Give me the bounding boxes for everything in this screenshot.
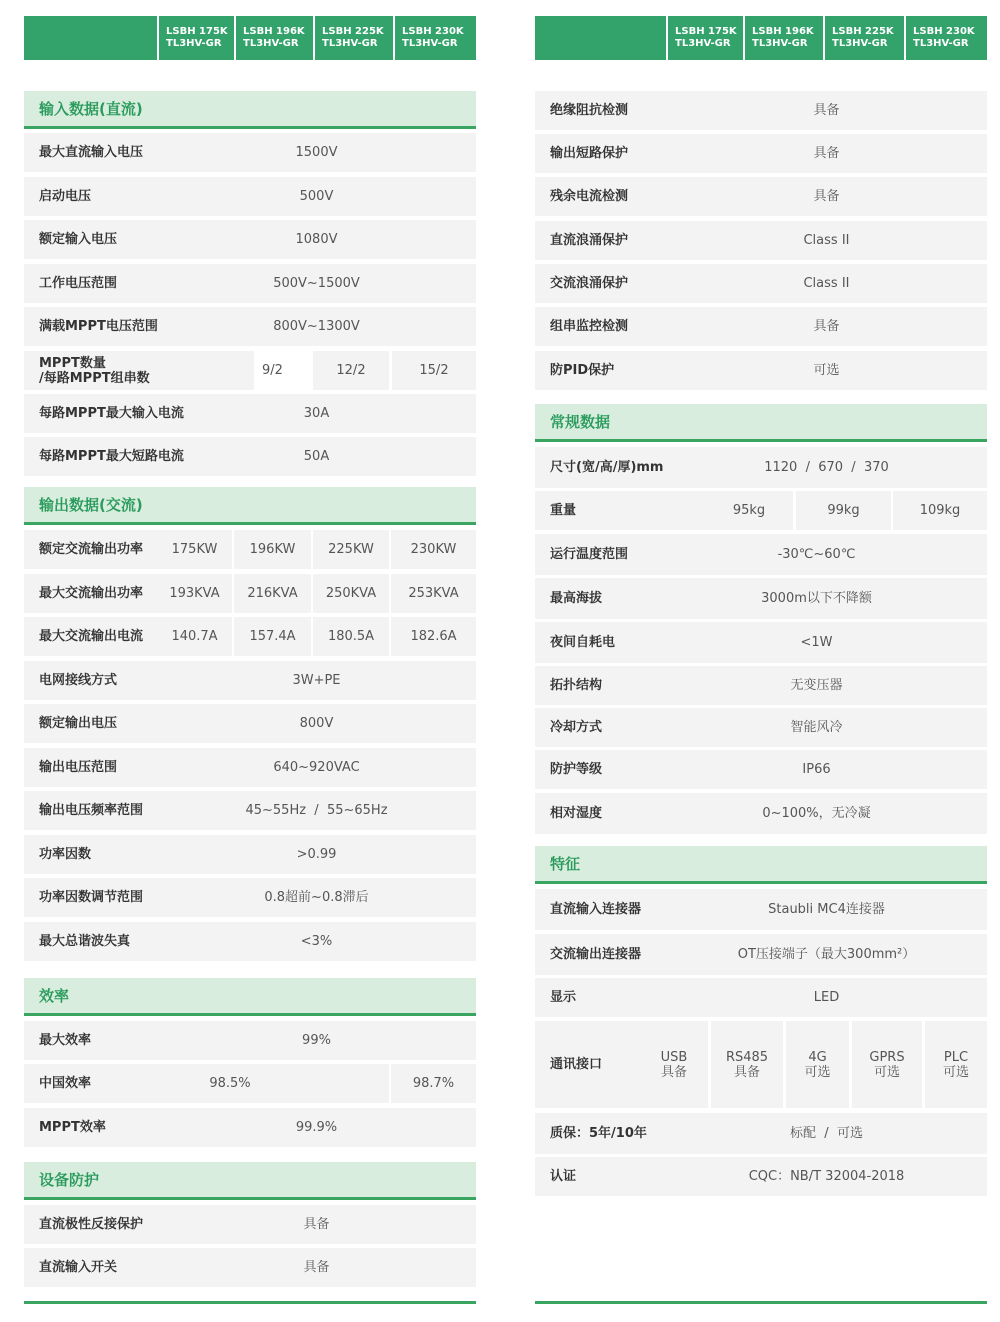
spec-value: Staubli MC4连接器 (768, 902, 885, 917)
spec-row (535, 534, 987, 575)
comm-name: PLC (943, 1049, 969, 1065)
spec-value: 标配 / 可选 (790, 1126, 863, 1141)
spec-row (24, 661, 476, 700)
spec-value: 193KVA (169, 586, 220, 601)
spec-label: 认证 (550, 1169, 577, 1184)
model-name: LSBH 230K (402, 26, 464, 37)
model-suffix: TL3HV-GR (402, 38, 458, 49)
spec-label: 质保：5年/10年 (550, 1126, 647, 1141)
spec-row (24, 574, 476, 613)
spec-label: 拓扑结构 (550, 678, 603, 693)
comm-name: RS485 (725, 1049, 769, 1065)
spec-value: 1120 / 670 / 370 (764, 460, 889, 475)
spec-row (535, 889, 987, 930)
spec-row (24, 1064, 476, 1103)
spec-row (24, 530, 476, 569)
spec-label: 功率因数 (39, 847, 92, 862)
spec-value: 3W+PE (292, 673, 341, 688)
spec-row (535, 307, 987, 346)
spec-label: 尺寸(宽/高/厚)mm (550, 460, 664, 475)
spec-label: 直流极性反接保护 (39, 1217, 144, 1232)
spec-label (39, 351, 150, 390)
model-suffix: TL3HV-GR (322, 38, 378, 49)
model-suffix: TL3HV-GR (752, 38, 808, 49)
spec-label: 电网接线方式 (39, 673, 118, 688)
comm-item (640, 1021, 708, 1108)
spec-label: 每路MPPT最大短路电流 (39, 449, 184, 464)
model-name: LSBH 225K (322, 26, 384, 37)
model-name: LSBH 230K (913, 26, 975, 37)
spec-row (535, 134, 987, 173)
right-table-header (535, 16, 987, 60)
model-suffix: TL3HV-GR (243, 38, 299, 49)
spec-value: CQC：NB/T 32004-2018 (748, 1169, 905, 1184)
spec-value: 30A (303, 406, 330, 421)
spec-label-line1: MPPT数量 (39, 355, 106, 371)
spec-value: <3% (300, 934, 333, 949)
spec-row (535, 351, 987, 390)
spec-value: OT压接端子（最大300mm²） (737, 947, 916, 962)
spec-label: 工作电压范围 (39, 276, 118, 291)
spec-value: 140.7A (171, 629, 218, 644)
spec-value: >0.99 (296, 847, 337, 862)
model-col-4 (904, 16, 987, 60)
spec-value: 可选 (813, 363, 840, 378)
spec-label: 中国效率 (39, 1076, 92, 1091)
model-name: LSBH 196K (752, 26, 814, 37)
spec-label: 防护等级 (550, 762, 603, 777)
spec-row (24, 617, 476, 656)
spec-value: 225KW (313, 530, 389, 569)
left-bottom-rule (24, 1301, 476, 1304)
spec-label: 输出电压频率范围 (39, 803, 144, 818)
spec-label: 交流浪涌保护 (550, 276, 629, 291)
spec-value: 95kg (732, 503, 766, 518)
spec-row (24, 1248, 476, 1287)
comm-name: GPRS (869, 1049, 905, 1065)
comm-item (925, 1021, 987, 1108)
model-suffix: TL3HV-GR (832, 38, 888, 49)
section-general: 常规数据 (535, 404, 987, 442)
spec-value: 0~100%，无冷凝 (762, 806, 871, 821)
spec-row (535, 221, 987, 260)
spec-value: 99kg (796, 491, 891, 530)
comm-status: 具备 (660, 1064, 687, 1080)
spec-label: MPPT效率 (39, 1120, 106, 1135)
spec-label: 组串监控检测 (550, 319, 629, 334)
spec-value: 智能风冷 (790, 720, 843, 735)
spec-row (24, 835, 476, 874)
section-features: 特征 (535, 846, 987, 884)
spec-value: 253KVA (391, 574, 476, 613)
spec-value: 具备 (813, 319, 840, 334)
spec-value: 196KW (234, 530, 311, 569)
spec-row (24, 1108, 476, 1147)
spec-label: 相对湿度 (550, 806, 603, 821)
model-col-3 (313, 16, 395, 60)
spec-value: 具备 (813, 103, 840, 118)
spec-label: 输出短路保护 (550, 146, 629, 161)
comm-status: 可选 (804, 1064, 831, 1080)
spec-label: 额定输入电压 (39, 232, 118, 247)
spec-value: LED (813, 990, 840, 1005)
spec-value: 640~920VAC (273, 760, 360, 775)
spec-value: 800V (299, 716, 334, 731)
spec-label: 直流输入连接器 (550, 902, 642, 917)
spec-label: 防PID保护 (550, 363, 615, 378)
spec-row (535, 666, 987, 705)
spec-value: 12/2 (313, 351, 389, 390)
spec-value: 45~55Hz / 55~65Hz (245, 803, 388, 818)
spec-value: Class II (803, 233, 850, 248)
section-protection: 设备防护 (24, 1162, 476, 1200)
comm-name: USB (660, 1049, 688, 1065)
spec-value: 1500V (295, 145, 338, 160)
spec-row (24, 922, 476, 961)
spec-row (24, 704, 476, 743)
spec-value: 180.5A (313, 617, 389, 656)
spec-label: 夜间自耗电 (550, 635, 616, 650)
spec-label: 启动电压 (39, 189, 92, 204)
spec-row (24, 220, 476, 259)
spec-value: -30℃~60℃ (777, 547, 856, 562)
spec-value: 98.7% (391, 1064, 476, 1103)
spec-label: 冷却方式 (550, 720, 603, 735)
model-col-3 (823, 16, 906, 60)
section-dc-input: 输入数据(直流) (24, 91, 476, 129)
model-col-1 (157, 16, 236, 60)
right-bottom-rule (535, 1301, 987, 1304)
spec-row (535, 1113, 987, 1154)
spec-label: 最大直流输入电压 (39, 145, 144, 160)
model-col-4 (393, 16, 476, 60)
spec-value: 99.9% (295, 1120, 338, 1135)
spec-row (535, 578, 987, 619)
spec-row (24, 394, 476, 433)
spec-value: 109kg (893, 491, 987, 530)
spec-label: 输出电压范围 (39, 760, 118, 775)
spec-value: <1W (800, 635, 833, 650)
model-name: LSBH 175K (675, 26, 737, 37)
spec-value: 具备 (303, 1260, 330, 1275)
spec-row (535, 934, 987, 975)
model-suffix: TL3HV-GR (675, 38, 731, 49)
spec-value: 50A (303, 449, 330, 464)
spec-value: 250KVA (313, 574, 389, 613)
spec-row (24, 264, 476, 303)
spec-label: 满载MPPT电压范围 (39, 319, 158, 334)
spec-label: 额定交流输出功率 (39, 542, 144, 557)
spec-row (535, 622, 987, 663)
model-name: LSBH 196K (243, 26, 305, 37)
spec-value: 9/2 (262, 363, 283, 378)
spec-label: 每路MPPT最大输入电流 (39, 406, 184, 421)
spec-value: 具备 (813, 146, 840, 161)
spec-value: 3000m以下不降额 (761, 591, 872, 606)
model-suffix: TL3HV-GR (913, 38, 969, 49)
spec-row (24, 437, 476, 476)
spec-row (535, 708, 987, 747)
spec-value: 500V~1500V (273, 276, 360, 291)
spec-value: 800V~1300V (273, 319, 360, 334)
spec-value: 0.8超前~0.8滞后 (264, 890, 369, 905)
spec-label: 最高海拔 (550, 591, 603, 606)
spec-value: 182.6A (391, 617, 476, 656)
spec-label: 额定输出电压 (39, 716, 118, 731)
spec-value: 具备 (303, 1217, 330, 1232)
spec-row (535, 447, 987, 488)
spec-value: 1080V (295, 232, 338, 247)
spec-row (535, 264, 987, 303)
spec-row (535, 491, 987, 530)
model-suffix: TL3HV-GR (166, 38, 222, 49)
spec-row (535, 1157, 987, 1196)
model-col-2 (234, 16, 315, 60)
spec-row (535, 750, 987, 789)
spec-label: 交流输出连接器 (550, 947, 642, 962)
model-col-2 (743, 16, 825, 60)
comm-status: 可选 (942, 1064, 969, 1080)
spec-row (24, 1205, 476, 1244)
spec-value: 500V (299, 189, 334, 204)
comm-item (852, 1021, 922, 1108)
spec-value: 175KW (171, 542, 218, 557)
spec-label: 残余电流检测 (550, 189, 629, 204)
spec-value: 15/2 (392, 351, 476, 390)
spec-label: 通讯接口 (550, 1057, 603, 1072)
spec-label: 最大交流输出电流 (39, 629, 144, 644)
comm-item (786, 1021, 849, 1108)
spec-row (24, 878, 476, 917)
spec-value: 99% (302, 1033, 331, 1048)
spec-row (24, 1021, 476, 1060)
spec-row (535, 91, 987, 130)
spec-label-line2: /每路MPPT组串数 (39, 370, 150, 386)
section-efficiency: 效率 (24, 978, 476, 1016)
spec-value: Class II (803, 276, 850, 291)
spec-label: 直流浪涌保护 (550, 233, 629, 248)
model-name: LSBH 225K (832, 26, 894, 37)
spec-label: 直流输入开关 (39, 1260, 118, 1275)
model-col-1 (666, 16, 745, 60)
spec-row-communication (535, 1021, 987, 1108)
spec-value: 230KW (391, 530, 476, 569)
spec-row (535, 793, 987, 834)
comm-item (711, 1021, 783, 1108)
spec-value: 98.5% (209, 1076, 251, 1091)
comm-status: 可选 (873, 1064, 900, 1080)
model-name: LSBH 175K (166, 26, 228, 37)
spec-row (24, 351, 476, 390)
spec-row (24, 307, 476, 346)
spec-value: 216KVA (234, 574, 311, 613)
spec-value: 157.4A (234, 617, 311, 656)
section-ac-output: 输出数据(交流) (24, 487, 476, 525)
spec-label: 最大交流输出功率 (39, 586, 144, 601)
spec-value: IP66 (802, 762, 831, 777)
spec-label: 最大效率 (39, 1033, 92, 1048)
comm-status: 具备 (733, 1064, 760, 1080)
spec-label: 最大总谐波失真 (39, 934, 131, 949)
spec-row (24, 748, 476, 787)
spec-row (535, 177, 987, 216)
spec-row (535, 978, 987, 1017)
spec-row (24, 133, 476, 172)
comm-name: 4G (808, 1049, 827, 1065)
spec-label: 绝缘阻抗检测 (550, 103, 629, 118)
left-table-header (24, 16, 476, 60)
spec-label: 重量 (550, 503, 577, 518)
spec-row (24, 177, 476, 216)
spec-label: 运行温度范围 (550, 547, 629, 562)
spec-value: 无变压器 (790, 678, 843, 693)
spec-row (24, 791, 476, 830)
spec-value: 具备 (813, 189, 840, 204)
spec-label: 功率因数调节范围 (39, 890, 144, 905)
spec-label: 显示 (550, 990, 577, 1005)
